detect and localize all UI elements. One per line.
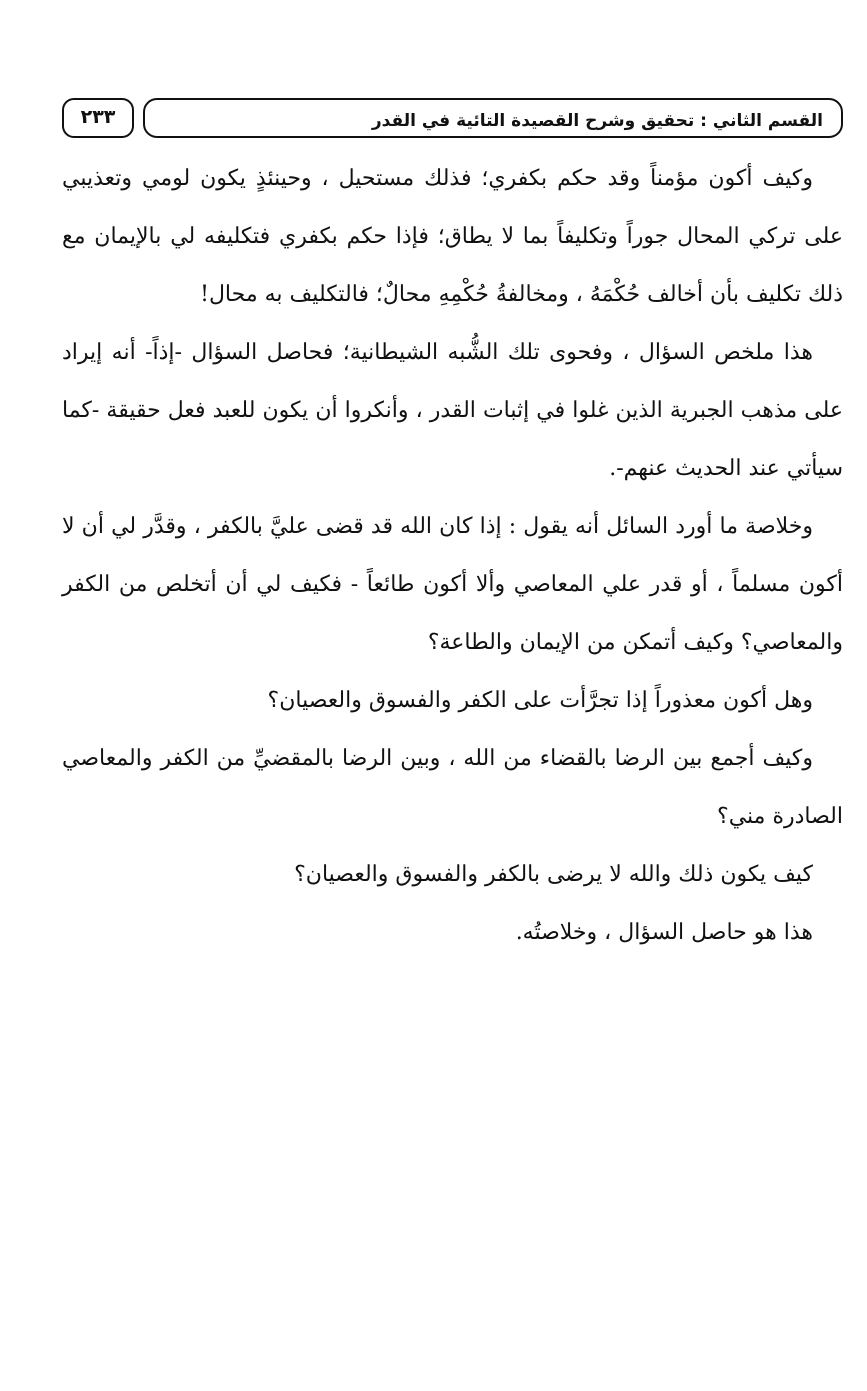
paragraph-5: وكيف أجمع بين الرضا بالقضاء من الله ، وبين الرضا بالمقضيِّ من الكفر والمعاصي الصادرة مني؟ [62, 746, 843, 829]
running-title-frame [143, 98, 843, 138]
page-header [62, 98, 843, 142]
paragraph-1: وكيف أكون مؤمناً وقد حكم بكفري؛ فذلك مستحيل ، وحينئذٍ يكون لومي وتعذيبي على تركي المحال جوراً وتكليفاً بما لا يطاق؛ فإذا حكم بكفري فتكليفه لي بالإيمان مع ذلك تكليف بأن أخالف حُكْمَهُ ، ومخالفةُ حُكْمِهِ محالٌ؛ فالتكليف به محال! [62, 166, 843, 307]
paragraph-3: وخلاصة ما أورد السائل أنه يقول : إذا كان الله قد قضى عليَّ بالكفر ، وقدَّر لي أن لا أكون مسلماً ، أو قدر علي المعاصي وألا أكون طائعاً - فكيف لي أن أتخلص من الكفر والمعاصي؟ وكيف أتمكن من الإيمان والطاعة؟ [62, 514, 843, 655]
paragraph-4: وهل أكون معذوراً إذا تجرَّأت على الكفر والفسوق والعصيان؟ [267, 688, 813, 713]
paragraph-7: هذا هو حاصل السؤال ، وخلاصتُه. [515, 920, 813, 945]
paragraph-6: كيف يكون ذلك والله لا يرضى بالكفر والفسوق والعصيان؟ [294, 862, 813, 887]
running-title: القسم الثاني : تحقيق وشرح القصيدة التائية في القدر [371, 111, 823, 131]
body-text [62, 150, 843, 962]
page-number: ٢٣٣ [80, 106, 116, 128]
page-number-frame [62, 98, 134, 138]
paragraph-2: هذا ملخص السؤال ، وفحوى تلك الشُّبه الشيطانية؛ فحاصل السؤال -إذاً- أنه إيراد على مذهب الجبرية الذين غلوا في إثبات القدر ، وأنكروا أن يكون للعبد فعل حقيقة -كما سيأتي عند الحديث عنهم-. [62, 340, 843, 481]
